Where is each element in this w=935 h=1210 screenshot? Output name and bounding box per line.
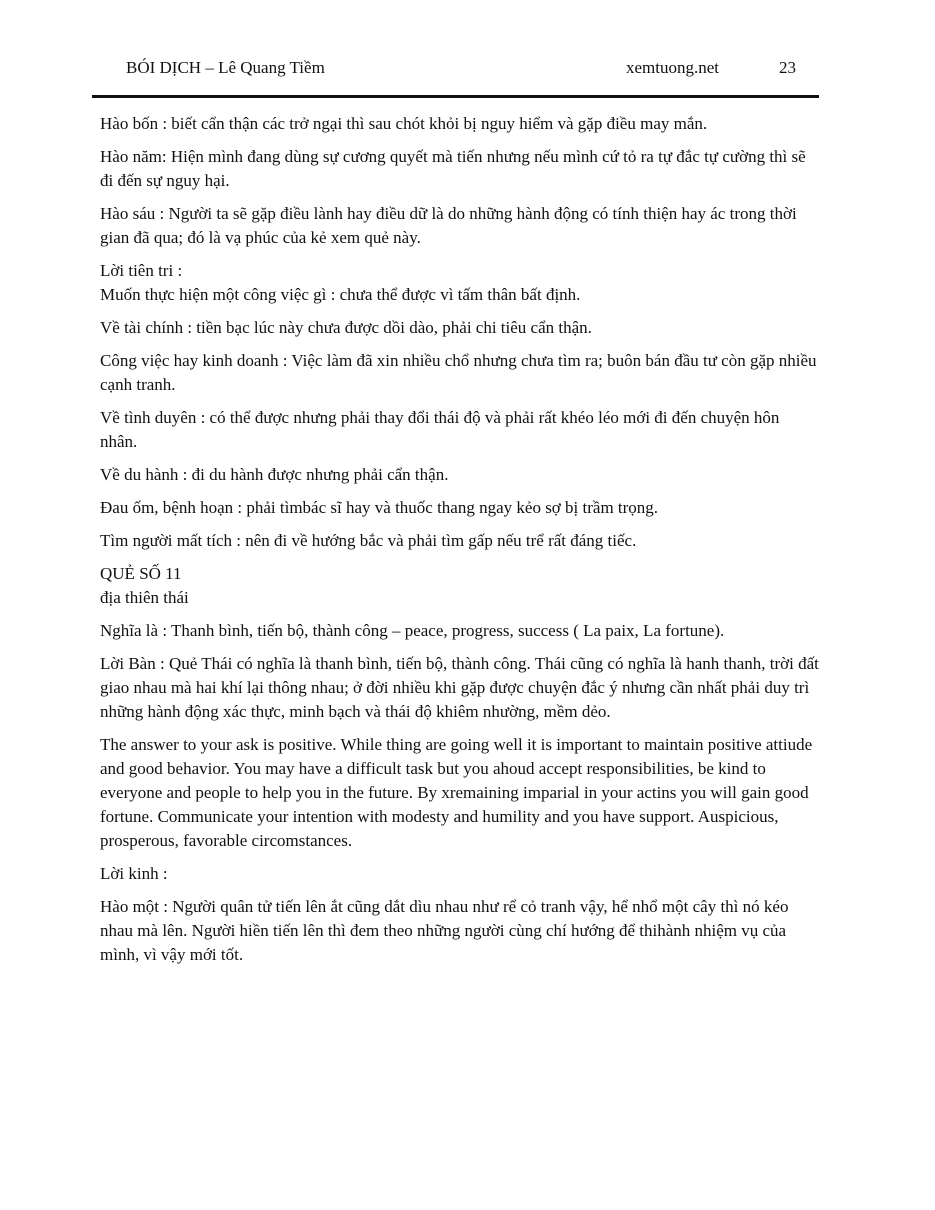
header-divider	[92, 95, 819, 98]
heading-que-so-11: QUẺ SỐ 11	[100, 564, 182, 583]
paragraph-tim-nguoi: Tìm người mất tích : nên đi về hướng bắc và phải tìm gấp nếu trể rất đáng tiếc.	[100, 531, 637, 550]
paragraph-du-hanh: Về du hành : đi du hành được nhưng phải cẩn thận.	[100, 465, 449, 484]
page-header	[0, 56, 935, 82]
paragraph-english-answer: The answer to your ask is positive. While thing are going well it is important to maintain positive attiude and good behavior. You may have a difficult task but you ahoud accept responsibilities, be kind to everyone and people to help you in the future. By xremaining imparial in your actins you will gain good fortune. Communicate your intention with modesty and humility and you have support. Auspicious, prosperous, favorable circomstances.	[100, 735, 813, 850]
paragraph-loi-ban: Lời Bàn : Quẻ Thái có nghĩa là thanh bình, tiến bộ, thành công. Thái cũng có nghĩa là hanh thanh, trời đất giao nhau mà hai khí lại thông nhau; ở đời nhiều khi gặp được chuyện đắc ý nhưng cần nhất phải duy trì những hành động xác thực, minh bạch và thái độ khiêm nhường, mềm dẻo.	[100, 654, 819, 721]
paragraph-hao-mot: Hào một : Người quân tử tiến lên ắt cũng dắt dìu nhau như rể cỏ tranh vậy, hể nhổ một cây thì nó kéo nhau mà lên. Người hiền tiến lên thì đem theo những người cùng chí hướng để thihành nhiệm vụ của mình, vì vậy mới tốt.	[100, 897, 789, 964]
header-title: BÓI DỊCH – Lê Quang Tiềm	[126, 58, 325, 77]
heading-loi-tien-tri: Lời tiên tri :	[100, 261, 183, 280]
subheading-que-name: địa thiên thái	[100, 588, 189, 607]
paragraph-kinh-doanh: Công việc hay kinh doanh : Việc làm đã xin nhiều chổ nhưng chưa tìm ra; buôn bán đầu tư còn gặp nhiều cạnh tranh.	[100, 351, 817, 394]
paragraph-hao-nam: Hào năm: Hiện mình đang dùng sự cương quyết mà tiến nhưng nếu mình cứ tỏ ra tự đắc tự cường thì sẽ đi đến sự nguy hại.	[100, 147, 806, 190]
paragraph-hao-bon: Hào bốn : biết cẩn thận các trở ngại thì sau chót khỏi bị nguy hiểm và gặp điều may mắn.	[100, 114, 708, 133]
body-text	[100, 112, 820, 976]
paragraph-tinh-duyen: Về tình duyên : có thể được nhưng phải thay đổi thái độ và phải rất khéo léo mới đi đến chuyện hôn nhân.	[100, 408, 780, 451]
paragraph-benh-hoan: Đau ốm, bệnh hoạn : phải tìmbác sĩ hay và thuốc thang ngay kẻo sợ bị trầm trọng.	[100, 498, 659, 517]
paragraph-cong-viec: Muốn thực hiện một công việc gì : chưa thể được vì tấm thân bất định.	[100, 285, 581, 304]
page-number: 23	[779, 58, 796, 77]
paragraph-nghia-la: Nghĩa là : Thanh bình, tiến bộ, thành công – peace, progress, success ( La paix, La fortune).	[100, 621, 725, 640]
heading-loi-kinh: Lời kinh :	[100, 864, 168, 883]
header-website: xemtuong.net	[626, 58, 720, 77]
paragraph-tai-chinh: Về tài chính : tiền bạc lúc này chưa được dồi dào, phải chi tiêu cẩn thận.	[100, 318, 592, 337]
paragraph-hao-sau: Hào sáu : Người ta sẽ gặp điều lành hay điều dữ là do những hành động có tính thiện hay ác trong thời gian đã qua; đó là vạ phúc của kẻ xem quẻ này.	[100, 204, 797, 247]
